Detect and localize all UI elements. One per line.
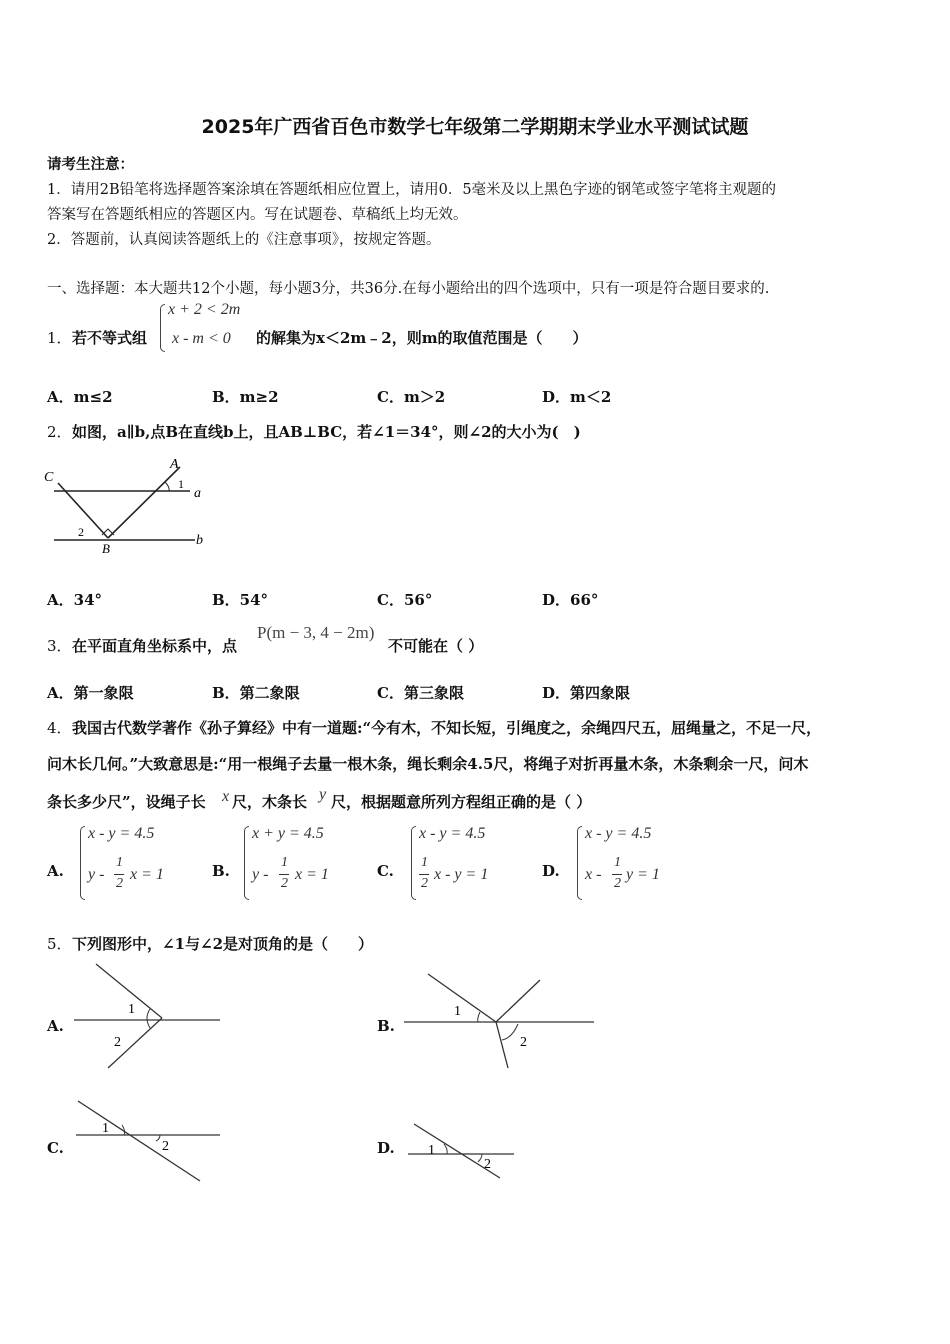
label-c: C — [44, 470, 54, 485]
q2-figure — [40, 455, 220, 555]
q1-option-b[interactable]: B．m≥2 — [212, 388, 279, 406]
q1-system-brace — [160, 304, 165, 352]
q2-number: 2． — [47, 423, 72, 441]
q4-b-eq1: x + y = 4.5 — [252, 825, 324, 842]
q4-c-eq2b: x - y = 1 — [434, 866, 489, 883]
q5-option-d[interactable]: D. — [377, 1139, 395, 1157]
q3-number: 3． — [47, 637, 72, 655]
q4-d-brace — [577, 826, 582, 900]
q4-option-a[interactable]: A. — [47, 862, 64, 880]
q5-a-label-1: 1 — [128, 1002, 135, 1017]
q3-option-d[interactable]: D．第四象限 — [542, 684, 631, 702]
q5-d-label-2: 2 — [484, 1157, 491, 1172]
q4-b-brace — [244, 826, 249, 900]
q5-c-label-1: 1 — [102, 1121, 109, 1136]
q4-number: 4． — [47, 719, 72, 737]
q5-option-b[interactable]: B. — [377, 1017, 395, 1035]
q4-c-eq1: x - y = 4.5 — [419, 825, 486, 842]
q4-a-eq2a: y - — [88, 866, 105, 883]
q4-option-d[interactable]: D. — [542, 862, 560, 880]
q5-figure-d — [404, 1118, 524, 1188]
notice-line-2: 2．答题前，认真阅读答题纸上的《注意事项》，按规定答题。 — [47, 232, 441, 248]
q4-d-eq2b: y = 1 — [626, 866, 660, 883]
q5-option-c[interactable]: C. — [47, 1139, 64, 1157]
q4-b-frac-num: 1 — [281, 855, 288, 870]
q2-option-c[interactable]: C．56° — [377, 591, 433, 609]
q5-d-label-1: 1 — [428, 1143, 435, 1158]
q4-d-frac-num: 1 — [614, 855, 621, 870]
label-b-line: b — [196, 533, 203, 548]
q4-b-eq2b: x = 1 — [295, 866, 329, 883]
q4-b-frac-bar — [279, 874, 289, 875]
q5-figure-a — [70, 960, 230, 1075]
q5-c-label-2: 2 — [162, 1139, 169, 1154]
q4-a-eq2b: x = 1 — [130, 866, 164, 883]
q4-line-3c: 尺，根据题意所列方程组正确的是（ ） — [331, 793, 592, 811]
notice-heading: 请考生注意： — [47, 156, 134, 173]
q4-a-eq1: x - y = 4.5 — [88, 825, 155, 842]
q2-option-b[interactable]: B．54° — [212, 591, 269, 609]
q5-a-label-2: 2 — [114, 1035, 121, 1050]
q4-d-frac-bar — [612, 874, 622, 875]
q5-b-label-2: 2 — [520, 1035, 527, 1050]
q4-c-frac-den: 2 — [421, 876, 428, 891]
label-b-point: B — [102, 541, 110, 556]
q1-ineq-1: x + 2 < 2m — [168, 301, 241, 318]
q5-number: 5． — [47, 935, 72, 953]
q5-figure-c — [72, 1095, 232, 1187]
q1-ineq-2: x - m < 0 — [172, 330, 231, 347]
q5-option-a[interactable]: A. — [47, 1017, 64, 1035]
q4-line-1: 我国古代数学著作《孙子算经》中有一道题:“今有木，不知长短，引绳度之，余绳四尺五，屈绳量之，不足一尺， — [72, 719, 822, 737]
q5-figure-b — [400, 968, 600, 1078]
angle-1-arc — [165, 482, 169, 491]
q3-text-post: 不可能在（ ） — [388, 637, 484, 655]
label-a-line: a — [194, 486, 201, 501]
q3-option-c[interactable]: C．第三象限 — [377, 684, 464, 702]
notice-line-1: 1．请用2B铅笔将选择题答案涂填在答题纸相应位置上，请用0．5毫米及以上黑色字迹的钢笔或签字笔将主观题的 — [47, 182, 777, 198]
q2-option-d[interactable]: D．66° — [542, 591, 599, 609]
notice-line-1b: 答案写在答题纸相应的答题区内。写在试题卷、草稿纸上均无效。 — [47, 207, 468, 223]
q2-option-a[interactable]: A．34° — [47, 591, 103, 609]
q3-point-expr: P(m − 3, 4 − 2m) — [257, 623, 375, 642]
q2-text: 如图，a∥b,点B在直线b上，且AB⊥BC，若∠1＝34°，则∠2的大小为( ) — [72, 423, 581, 441]
q1-option-d[interactable]: D．m＜2 — [542, 388, 612, 406]
q4-option-c[interactable]: C. — [377, 862, 394, 880]
q4-option-b[interactable]: B. — [212, 862, 230, 880]
q4-b-frac-den: 2 — [281, 876, 288, 891]
q3-text-pre: 在平面直角坐标系中，点 — [72, 637, 238, 655]
q4-var-x: x — [222, 788, 230, 805]
q4-d-eq1: x - y = 4.5 — [585, 825, 652, 842]
q3-option-b[interactable]: B．第二象限 — [212, 684, 300, 702]
q4-a-frac-bar — [114, 874, 124, 875]
q5-text: 下列图形中，∠1与∠2是对顶角的是（ ） — [72, 935, 374, 953]
q3-option-a[interactable]: A．第一象限 — [47, 684, 134, 702]
label-angle-1: 1 — [178, 477, 184, 491]
q1-option-a[interactable]: A．m≤2 — [47, 388, 113, 406]
q4-d-eq2a: x - — [585, 866, 602, 883]
segment-ba — [108, 467, 180, 538]
q4-a-frac-den: 2 — [116, 876, 123, 891]
q4-line-3b: 尺，木条长 — [232, 793, 308, 811]
q1-text-pre: 若不等式组 — [72, 329, 148, 347]
label-angle-2: 2 — [78, 525, 84, 539]
q1-option-c[interactable]: C．m＞2 — [377, 388, 446, 406]
page-title: 2025年广西省百色市数学七年级第二学期期末学业水平测试试题 — [201, 116, 749, 138]
q5-b-label-1: 1 — [454, 1004, 461, 1019]
q4-c-frac-bar — [419, 874, 429, 875]
section-heading: 一、选择题：本大题共12个小题，每小题3分，共36分.在每小题给出的四个选项中，只有一项是符合题目要求的. — [47, 281, 770, 297]
q4-a-frac-num: 1 — [116, 855, 123, 870]
q4-line-2: 问木长几何。”大致意思是:“用一根绳子去量一根木条，绳长剩余4.5尺，将绳子对折再量木条，木条剩余一尺，问木 — [47, 755, 809, 773]
q4-line-3a: 条长多少尺”，设绳子长 — [47, 793, 206, 811]
label-a-point: A — [170, 457, 179, 472]
q4-c-frac-num: 1 — [421, 855, 428, 870]
q1-number: 1． — [47, 329, 72, 347]
q4-a-brace — [80, 826, 85, 900]
q4-d-frac-den: 2 — [614, 876, 621, 891]
q4-var-y: y — [319, 786, 327, 803]
q4-b-eq2a: y - — [252, 866, 269, 883]
q1-text-post: 的解集为x＜2m﹣2，则m的取值范围是（ ） — [256, 329, 588, 347]
q4-c-brace — [411, 826, 416, 900]
